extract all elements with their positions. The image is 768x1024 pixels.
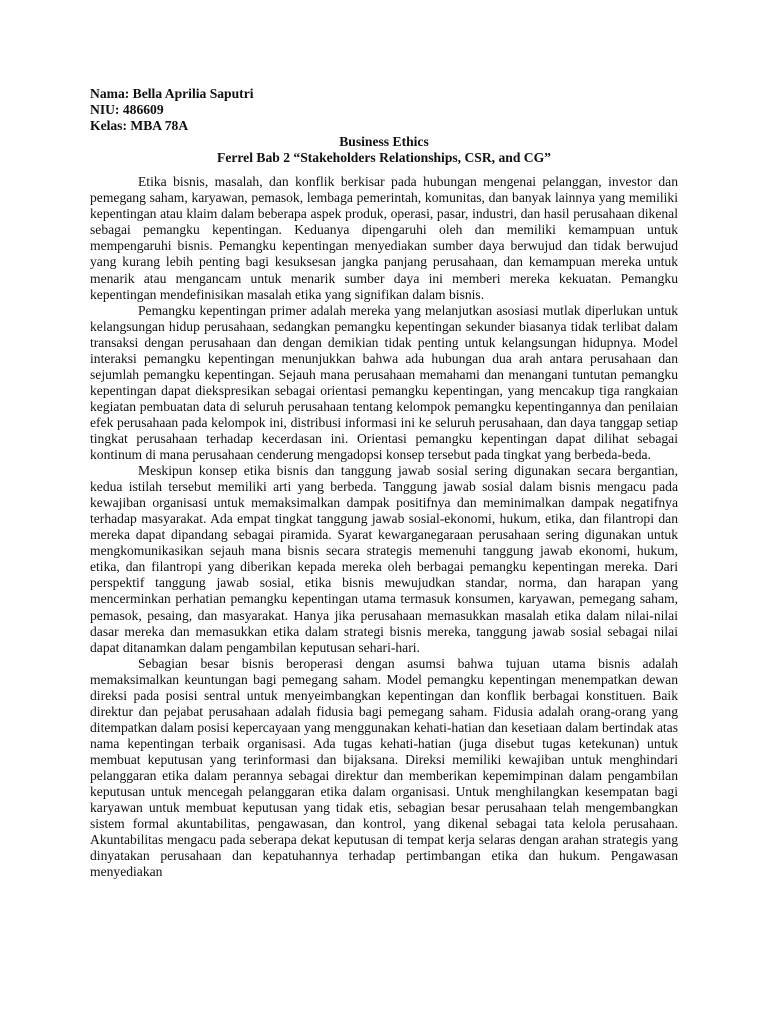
document-subtitle: Ferrel Bab 2 “Stakeholders Relationships, CSR, and CG”: [217, 150, 551, 166]
document-title: Business Ethics: [339, 134, 429, 150]
student-niu: NIU: 486609: [90, 102, 164, 118]
paragraph-4: Sebagian besar bisnis beroperasi dengan asumsi bahwa tujuan utama bisnis adalah memaksimalkan keuntungan bagi pemegang saham. Model pemangku kepentingan menempatkan dewan direksi pada posisi sentral untuk menyeimbangkan kepentingan dan konflik berbagai konstituen. Baik direktur dan pejabat perusahaan adalah fidusia bagi pemegang saham. Fidusia adalah orang-orang yang ditempatkan dalam posisi kepercayaan yang menggunakan kehati-hatian dan kesetiaan dalam bertindak atas nama kepentingan terbaik organisasi. Ada tugas kehati-hatian (juga disebut tugas ketekunan) untuk membuat keputusan yang terinformasi dan bijaksana. Direksi memiliki kewajiban untuk menghindari pelanggaran etika dalam perannya sebagai direktur dan memberikan kepemimpinan dalam pengambilan keputusan untuk mencegah pelanggaran etika dalam organisasi. Untuk menghilangkan kesempatan bagi karyawan untuk membuat keputusan yang tidak etis, sebagian besar perusahaan telah mengembangkan sistem formal akuntabilitas, pengawasan, dan kontrol, yang dikenal sebagai tata kelola perusahaan. Akuntabilitas mengacu pada seberapa dekat keputusan di tempat kerja selaras dengan arahan strategis yang dinyatakan perusahaan dan kepatuhannya terhadap pertimbangan etika dan hukum. Pengawasan menyediakan: [90, 655, 678, 880]
student-name: Nama: Bella Aprilia Saputri: [90, 86, 254, 101]
paragraph-1: Etika bisnis, masalah, dan konflik berkisar pada hubungan mengenai pelanggan, investor dan pemegang saham, karyawan, pemasok, lembaga pemerintah, komunitas, dan banyak lainnya yang memiliki kepentingan atau klaim dalam beberapa aspek produk, operasi, pasar, industri, dan hasil perusahaan dikenal sebagai pemangku kepentingan. Keduanya dipengaruhi oleh dan memiliki kemampuan untuk mempengaruhi bisnis. Pemangku kepentingan menyediakan sumber daya berwujud dan tidak berwujud yang kurang lebih penting bagi kesuksesan jangka panjang perusahaan, dan kemampuan mereka untuk menarik atau mengancam untuk menarik sumber daya ini memberi mereka kekuatan. Pemangku kepentingan mendefinisikan masalah etika yang signifikan dalam bisnis.: [90, 174, 678, 302]
paragraph-3: Meskipun konsep etika bisnis dan tanggung jawab sosial sering digunakan secara bergantian, kedua istilah tersebut memiliki arti yang berbeda. Tanggung jawab sosial dalam bisnis mengacu pada kewajiban organisasi untuk memaksimalkan dampak positifnya dan meminimalkan dampak negatifnya terhadap masyarakat. Ada empat tingkat tanggung jawab sosial-ekonomi, hukum, etika, dan filantropi dan mereka dapat dipandang sebagai piramida. Syarat kewarganegaraan perusahaan sering digunakan untuk mengkomunikasikan sejauh mana bisnis secara strategis memenuhi tanggung jawab ekonomi, hukum, etika, dan filantropi yang diberikan kepada mereka oleh berbagai pemangku kepentingan mereka. Dari perspektif tanggung jawab sosial, etika bisnis mewujudkan standar, norma, dan harapan yang mencerminkan perhatian pemangku kepentingan utama termasuk konsumen, karyawan, pemegang saham, pemasok, pesaing, dan masyarakat. Hanya jika perusahaan memasukkan masalah etika dalam nilai-nilai dasar mereka dan memasukkan etika dalam strategi bisnis mereka, tanggung jawab sosial sebagai nilai dapat ditanamkan dalam pengambilan keputusan sehari-hari.: [90, 463, 678, 655]
student-class: Kelas: MBA 78A: [90, 118, 189, 134]
paragraph-2: Pemangku kepentingan primer adalah mereka yang melanjutkan asosiasi mutlak diperlukan untuk kelangsungan hidup perusahaan, sedangkan pemangku kepentingan sekunder biasanya tidak terlibat dalam transaksi dengan perusahaan dan dengan demikian tidak penting untuk kelangsungan hidupnya. Model interaksi pemangku kepentingan menunjukkan bahwa ada hubungan dua arah antara perusahaan dan sejumlah pemangku kepentingan. Sejauh mana perusahaan memahami dan menangani tuntutan pemangku kepentingan dapat diekspresikan sebagai orientasi pemangku kepentingan, yang mencakup tiga rangkaian kegiatan pembuatan data di seluruh perusahaan tentang kelompok pemangku kepentingannya dan penilaian efek perusahaan pada kelompok ini, distribusi informasi ini ke seluruh perusahaan, dan daya tanggap setiap tingkat perusahaan terhadap kecerdasan ini. Orientasi pemangku kepentingan dapat dilihat sebagai kontinum di mana perusahaan cenderung mengadopsi konsep tersebut pada tingkat yang berbeda-beda.: [90, 302, 678, 463]
document-page: [90, 86, 678, 880]
